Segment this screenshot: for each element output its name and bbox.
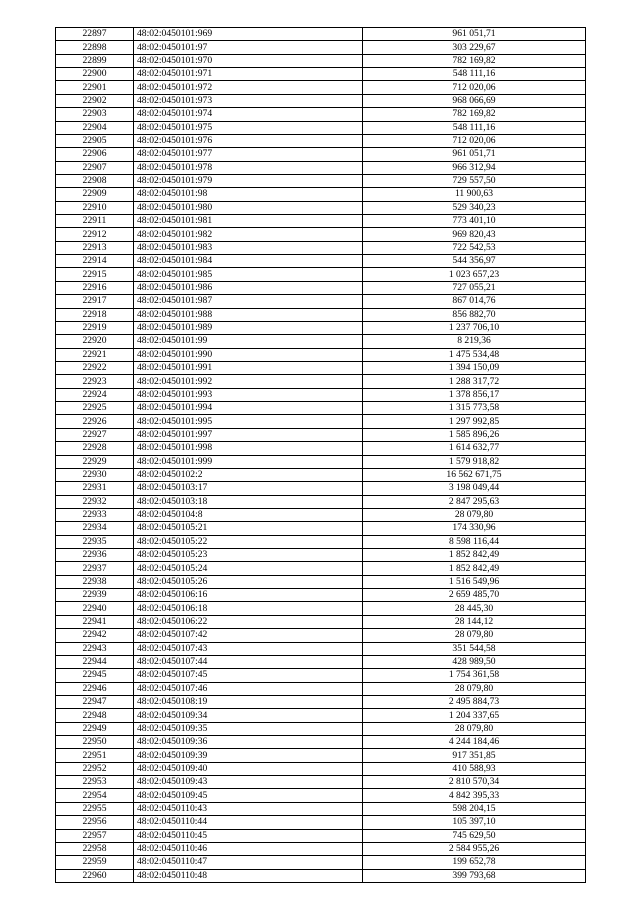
cadastral-number-cell: 48:02:0450103:18 xyxy=(134,495,363,508)
table-row xyxy=(56,174,586,187)
row-number-cell: 22897 xyxy=(56,28,134,41)
cadastral-number-cell: 48:02:0450101:99 xyxy=(134,335,363,348)
cadastral-number-cell: 48:02:0450101:970 xyxy=(134,54,363,67)
row-number-cell: 22952 xyxy=(56,762,134,775)
table-row xyxy=(56,802,586,815)
row-number-cell: 22928 xyxy=(56,442,134,455)
row-number-cell: 22946 xyxy=(56,682,134,695)
cadastral-value-cell: 105 397,10 xyxy=(363,816,586,829)
table-row xyxy=(56,94,586,107)
cadastral-number-cell: 48:02:0450104:8 xyxy=(134,508,363,521)
table-row xyxy=(56,762,586,775)
cadastral-value-cell: 1 378 856,17 xyxy=(363,388,586,401)
table-row xyxy=(56,134,586,147)
cadastral-number-cell: 48:02:0450101:973 xyxy=(134,94,363,107)
table-row xyxy=(56,455,586,468)
table-row xyxy=(56,428,586,441)
row-number-cell: 22924 xyxy=(56,388,134,401)
cadastral-number-cell: 48:02:0450107:45 xyxy=(134,669,363,682)
table-row xyxy=(56,869,586,882)
table-row xyxy=(56,348,586,361)
table-row xyxy=(56,709,586,722)
table-row xyxy=(56,508,586,521)
cadastral-number-cell: 48:02:0450101:984 xyxy=(134,255,363,268)
cadastral-value-cell: 28 445,30 xyxy=(363,602,586,615)
cadastral-number-cell: 48:02:0450103:17 xyxy=(134,482,363,495)
row-number-cell: 22943 xyxy=(56,642,134,655)
row-number-cell: 22913 xyxy=(56,241,134,254)
cadastral-value-cell: 2 495 884,73 xyxy=(363,695,586,708)
row-number-cell: 22916 xyxy=(56,281,134,294)
cadastral-value-cell: 4 842 395,33 xyxy=(363,789,586,802)
cadastral-number-cell: 48:02:0450101:975 xyxy=(134,121,363,134)
cadastral-value-cell: 548 111,16 xyxy=(363,121,586,134)
cadastral-value-cell: 969 820,43 xyxy=(363,228,586,241)
table-row xyxy=(56,575,586,588)
table-row xyxy=(56,776,586,789)
cadastral-number-cell: 48:02:0450105:21 xyxy=(134,522,363,535)
cadastral-number-cell: 48:02:0450101:990 xyxy=(134,348,363,361)
table-row xyxy=(56,669,586,682)
table-row xyxy=(56,789,586,802)
table-row xyxy=(56,361,586,374)
table-row xyxy=(56,241,586,254)
cadastral-number-cell: 48:02:0450101:979 xyxy=(134,174,363,187)
row-number-cell: 22915 xyxy=(56,268,134,281)
row-number-cell: 22909 xyxy=(56,188,134,201)
table-row xyxy=(56,308,586,321)
cadastral-number-cell: 48:02:0450107:42 xyxy=(134,629,363,642)
cadastral-value-cell: 745 629,50 xyxy=(363,829,586,842)
cadastral-value-cell: 2 847 295,63 xyxy=(363,495,586,508)
cadastral-value-cell: 961 051,71 xyxy=(363,148,586,161)
cadastral-value-cell: 782 169,82 xyxy=(363,54,586,67)
table-row xyxy=(56,281,586,294)
cadastral-value-cell: 529 340,23 xyxy=(363,201,586,214)
table-row xyxy=(56,442,586,455)
cadastral-value-cell: 2 810 570,34 xyxy=(363,776,586,789)
table-row xyxy=(56,268,586,281)
row-number-cell: 22917 xyxy=(56,295,134,308)
row-number-cell: 22947 xyxy=(56,695,134,708)
row-number-cell: 22959 xyxy=(56,856,134,869)
row-number-cell: 22950 xyxy=(56,736,134,749)
cadastral-value-cell: 8 219,36 xyxy=(363,335,586,348)
table-row xyxy=(56,54,586,67)
row-number-cell: 22914 xyxy=(56,255,134,268)
table-row xyxy=(56,121,586,134)
cadastral-number-cell: 48:02:0450101:999 xyxy=(134,455,363,468)
table-row xyxy=(56,228,586,241)
table-row xyxy=(56,68,586,81)
cadastral-number-cell: 48:02:0450101:994 xyxy=(134,402,363,415)
cadastral-number-cell: 48:02:0450101:978 xyxy=(134,161,363,174)
row-number-cell: 22929 xyxy=(56,455,134,468)
row-number-cell: 22911 xyxy=(56,215,134,228)
cadastral-number-cell: 48:02:0450110:47 xyxy=(134,856,363,869)
cadastral-number-cell: 48:02:0450101:976 xyxy=(134,134,363,147)
cadastral-value-cell: 722 542,53 xyxy=(363,241,586,254)
cadastral-value-cell: 1 852 842,49 xyxy=(363,549,586,562)
row-number-cell: 22904 xyxy=(56,121,134,134)
row-number-cell: 22923 xyxy=(56,375,134,388)
table-row xyxy=(56,161,586,174)
cadastral-number-cell: 48:02:0450110:48 xyxy=(134,869,363,882)
cadastral-value-cell: 1 754 361,58 xyxy=(363,669,586,682)
cadastral-number-cell: 48:02:0450109:39 xyxy=(134,749,363,762)
cadastral-value-cell: 2 584 955,26 xyxy=(363,842,586,855)
table-row xyxy=(56,188,586,201)
table-row xyxy=(56,722,586,735)
row-number-cell: 22901 xyxy=(56,81,134,94)
cadastral-number-cell: 48:02:0450108:19 xyxy=(134,695,363,708)
cadastral-value-cell: 4 244 184,46 xyxy=(363,736,586,749)
row-number-cell: 22935 xyxy=(56,535,134,548)
table-row xyxy=(56,215,586,228)
cadastral-number-cell: 48:02:0450105:23 xyxy=(134,549,363,562)
cadastral-value-cell: 773 401,10 xyxy=(363,215,586,228)
cadastral-number-cell: 48:02:0450101:974 xyxy=(134,108,363,121)
cadastral-value-cell: 856 882,70 xyxy=(363,308,586,321)
row-number-cell: 22908 xyxy=(56,174,134,187)
cadastral-value-cell: 351 544,58 xyxy=(363,642,586,655)
table-row xyxy=(56,468,586,481)
row-number-cell: 22930 xyxy=(56,468,134,481)
cadastral-number-cell: 48:02:0450109:43 xyxy=(134,776,363,789)
row-number-cell: 22956 xyxy=(56,816,134,829)
cadastral-number-cell: 48:02:0450106:16 xyxy=(134,589,363,602)
table-row xyxy=(56,201,586,214)
cadastral-number-cell: 48:02:0450109:36 xyxy=(134,736,363,749)
cadastral-value-cell: 548 111,16 xyxy=(363,68,586,81)
cadastral-number-cell: 48:02:0450101:993 xyxy=(134,388,363,401)
cadastral-number-cell: 48:02:0450101:980 xyxy=(134,201,363,214)
row-number-cell: 22927 xyxy=(56,428,134,441)
table-row xyxy=(56,549,586,562)
row-number-cell: 22905 xyxy=(56,134,134,147)
row-number-cell: 22910 xyxy=(56,201,134,214)
cadastral-value-cell: 28 144,12 xyxy=(363,615,586,628)
row-number-cell: 22932 xyxy=(56,495,134,508)
table-row xyxy=(56,108,586,121)
cadastral-number-cell: 48:02:0450101:995 xyxy=(134,415,363,428)
cadastral-value-cell: 867 014,76 xyxy=(363,295,586,308)
row-number-cell: 22931 xyxy=(56,482,134,495)
cadastral-value-cell: 11 900,63 xyxy=(363,188,586,201)
table-row xyxy=(56,856,586,869)
cadastral-number-cell: 48:02:0450107:43 xyxy=(134,642,363,655)
cadastral-value-cell: 966 312,94 xyxy=(363,161,586,174)
table-row xyxy=(56,695,586,708)
cadastral-value-cell: 598 204,15 xyxy=(363,802,586,815)
row-number-cell: 22957 xyxy=(56,829,134,842)
row-number-cell: 22926 xyxy=(56,415,134,428)
cadastral-value-cell: 1 579 918,82 xyxy=(363,455,586,468)
table-row xyxy=(56,642,586,655)
row-number-cell: 22925 xyxy=(56,402,134,415)
cadastral-value-cell: 1 614 632,77 xyxy=(363,442,586,455)
cadastral-number-cell: 48:02:0450101:98 xyxy=(134,188,363,201)
row-number-cell: 22912 xyxy=(56,228,134,241)
cadastral-number-cell: 48:02:0450101:986 xyxy=(134,281,363,294)
table-row xyxy=(56,321,586,334)
table-row xyxy=(56,375,586,388)
cadastral-number-cell: 48:02:0450110:43 xyxy=(134,802,363,815)
cadastral-number-cell: 48:02:0450101:983 xyxy=(134,241,363,254)
row-number-cell: 22921 xyxy=(56,348,134,361)
cadastral-value-cell: 544 356,97 xyxy=(363,255,586,268)
row-number-cell: 22898 xyxy=(56,41,134,54)
table-row xyxy=(56,629,586,642)
cadastral-value-cell: 28 079,80 xyxy=(363,508,586,521)
table-row xyxy=(56,388,586,401)
cadastral-number-cell: 48:02:0450101:989 xyxy=(134,321,363,334)
cadastral-number-cell: 48:02:0450109:34 xyxy=(134,709,363,722)
row-number-cell: 22933 xyxy=(56,508,134,521)
table-row xyxy=(56,749,586,762)
cadastral-value-cell: 1 315 773,58 xyxy=(363,402,586,415)
row-number-cell: 22955 xyxy=(56,802,134,815)
cadastral-number-cell: 48:02:0450101:97 xyxy=(134,41,363,54)
cadastral-value-cell: 1 394 150,09 xyxy=(363,361,586,374)
table-row xyxy=(56,415,586,428)
cadastral-value-cell: 3 198 049,44 xyxy=(363,482,586,495)
row-number-cell: 22953 xyxy=(56,776,134,789)
cadastral-number-cell: 48:02:0450105:26 xyxy=(134,575,363,588)
cadastral-number-cell: 48:02:0450110:45 xyxy=(134,829,363,842)
cadastral-value-cell: 1 475 534,48 xyxy=(363,348,586,361)
table-row xyxy=(56,682,586,695)
table-row xyxy=(56,736,586,749)
row-number-cell: 22919 xyxy=(56,321,134,334)
cadastral-value-cell: 1 297 992,85 xyxy=(363,415,586,428)
row-number-cell: 22934 xyxy=(56,522,134,535)
cadastral-value-cell: 712 020,06 xyxy=(363,134,586,147)
cadastral-value-cell: 968 066,69 xyxy=(363,94,586,107)
table-row xyxy=(56,28,586,41)
cadastral-value-cell: 1 237 706,10 xyxy=(363,321,586,334)
cadastral-number-cell: 48:02:0450101:987 xyxy=(134,295,363,308)
cadastral-number-cell: 48:02:0450101:971 xyxy=(134,68,363,81)
table-row xyxy=(56,589,586,602)
row-number-cell: 22936 xyxy=(56,549,134,562)
cadastral-number-cell: 48:02:0450101:998 xyxy=(134,442,363,455)
row-number-cell: 22937 xyxy=(56,562,134,575)
row-number-cell: 22944 xyxy=(56,655,134,668)
cadastral-value-cell: 782 169,82 xyxy=(363,108,586,121)
table-row xyxy=(56,482,586,495)
cadastral-number-cell: 48:02:0450101:991 xyxy=(134,361,363,374)
cadastral-number-cell: 48:02:0450110:46 xyxy=(134,842,363,855)
table-row xyxy=(56,842,586,855)
cadastral-value-cell: 1 585 896,26 xyxy=(363,428,586,441)
cadastral-number-cell: 48:02:0450101:972 xyxy=(134,81,363,94)
cadastral-value-cell: 712 020,06 xyxy=(363,81,586,94)
cadastral-value-table xyxy=(55,27,586,883)
cadastral-number-cell: 48:02:0450102:2 xyxy=(134,468,363,481)
cadastral-value-cell: 961 051,71 xyxy=(363,28,586,41)
row-number-cell: 22899 xyxy=(56,54,134,67)
row-number-cell: 22920 xyxy=(56,335,134,348)
cadastral-value-cell: 8 598 116,44 xyxy=(363,535,586,548)
cadastral-value-cell: 428 989,50 xyxy=(363,655,586,668)
table-row xyxy=(56,495,586,508)
row-number-cell: 22960 xyxy=(56,869,134,882)
cadastral-value-cell: 1 023 657,23 xyxy=(363,268,586,281)
table-row xyxy=(56,81,586,94)
row-number-cell: 22922 xyxy=(56,361,134,374)
cadastral-number-cell: 48:02:0450107:44 xyxy=(134,655,363,668)
cadastral-value-cell: 16 562 671,75 xyxy=(363,468,586,481)
table-row xyxy=(56,335,586,348)
cadastral-value-cell: 727 055,21 xyxy=(363,281,586,294)
table-row xyxy=(56,402,586,415)
row-number-cell: 22903 xyxy=(56,108,134,121)
table-row xyxy=(56,255,586,268)
row-number-cell: 22918 xyxy=(56,308,134,321)
table-row xyxy=(56,655,586,668)
cadastral-value-cell: 1 852 842,49 xyxy=(363,562,586,575)
row-number-cell: 22949 xyxy=(56,722,134,735)
cadastral-number-cell: 48:02:0450101:982 xyxy=(134,228,363,241)
cadastral-value-cell: 399 793,68 xyxy=(363,869,586,882)
cadastral-number-cell: 48:02:0450106:22 xyxy=(134,615,363,628)
table-row xyxy=(56,816,586,829)
cadastral-value-cell: 917 351,85 xyxy=(363,749,586,762)
row-number-cell: 22951 xyxy=(56,749,134,762)
cadastral-value-cell: 410 588,93 xyxy=(363,762,586,775)
cadastral-value-cell: 729 557,50 xyxy=(363,174,586,187)
table-row xyxy=(56,615,586,628)
cadastral-number-cell: 48:02:0450110:44 xyxy=(134,816,363,829)
row-number-cell: 22948 xyxy=(56,709,134,722)
row-number-cell: 22939 xyxy=(56,589,134,602)
cadastral-number-cell: 48:02:0450107:46 xyxy=(134,682,363,695)
row-number-cell: 22945 xyxy=(56,669,134,682)
cadastral-number-cell: 48:02:0450101:985 xyxy=(134,268,363,281)
cadastral-value-cell: 1 516 549,96 xyxy=(363,575,586,588)
table-row xyxy=(56,295,586,308)
cadastral-value-cell: 199 652,78 xyxy=(363,856,586,869)
table-row xyxy=(56,535,586,548)
cadastral-value-cell: 174 330,96 xyxy=(363,522,586,535)
table-row xyxy=(56,562,586,575)
cadastral-number-cell: 48:02:0450106:18 xyxy=(134,602,363,615)
table-row xyxy=(56,41,586,54)
table-row xyxy=(56,148,586,161)
row-number-cell: 22907 xyxy=(56,161,134,174)
row-number-cell: 22938 xyxy=(56,575,134,588)
cadastral-number-cell: 48:02:0450109:40 xyxy=(134,762,363,775)
cadastral-number-cell: 48:02:0450101:977 xyxy=(134,148,363,161)
cadastral-number-cell: 48:02:0450101:992 xyxy=(134,375,363,388)
row-number-cell: 22940 xyxy=(56,602,134,615)
cadastral-number-cell: 48:02:0450109:35 xyxy=(134,722,363,735)
cadastral-value-cell: 28 079,80 xyxy=(363,682,586,695)
table-row xyxy=(56,522,586,535)
row-number-cell: 22906 xyxy=(56,148,134,161)
row-number-cell: 22954 xyxy=(56,789,134,802)
cadastral-value-cell: 1 288 317,72 xyxy=(363,375,586,388)
cadastral-number-cell: 48:02:0450101:981 xyxy=(134,215,363,228)
cadastral-value-cell: 28 079,80 xyxy=(363,722,586,735)
table-row xyxy=(56,602,586,615)
cadastral-number-cell: 48:02:0450105:24 xyxy=(134,562,363,575)
cadastral-number-cell: 48:02:0450101:988 xyxy=(134,308,363,321)
cadastral-number-cell: 48:02:0450105:22 xyxy=(134,535,363,548)
row-number-cell: 22902 xyxy=(56,94,134,107)
row-number-cell: 22958 xyxy=(56,842,134,855)
row-number-cell: 22941 xyxy=(56,615,134,628)
cadastral-value-cell: 2 659 485,70 xyxy=(363,589,586,602)
row-number-cell: 22900 xyxy=(56,68,134,81)
table-row xyxy=(56,829,586,842)
cadastral-number-cell: 48:02:0450109:45 xyxy=(134,789,363,802)
cadastral-number-cell: 48:02:0450101:969 xyxy=(134,28,363,41)
cadastral-value-cell: 303 229,67 xyxy=(363,41,586,54)
table-body xyxy=(56,28,586,883)
cadastral-value-cell: 1 204 337,65 xyxy=(363,709,586,722)
row-number-cell: 22942 xyxy=(56,629,134,642)
cadastral-value-cell: 28 079,80 xyxy=(363,629,586,642)
cadastral-number-cell: 48:02:0450101:997 xyxy=(134,428,363,441)
